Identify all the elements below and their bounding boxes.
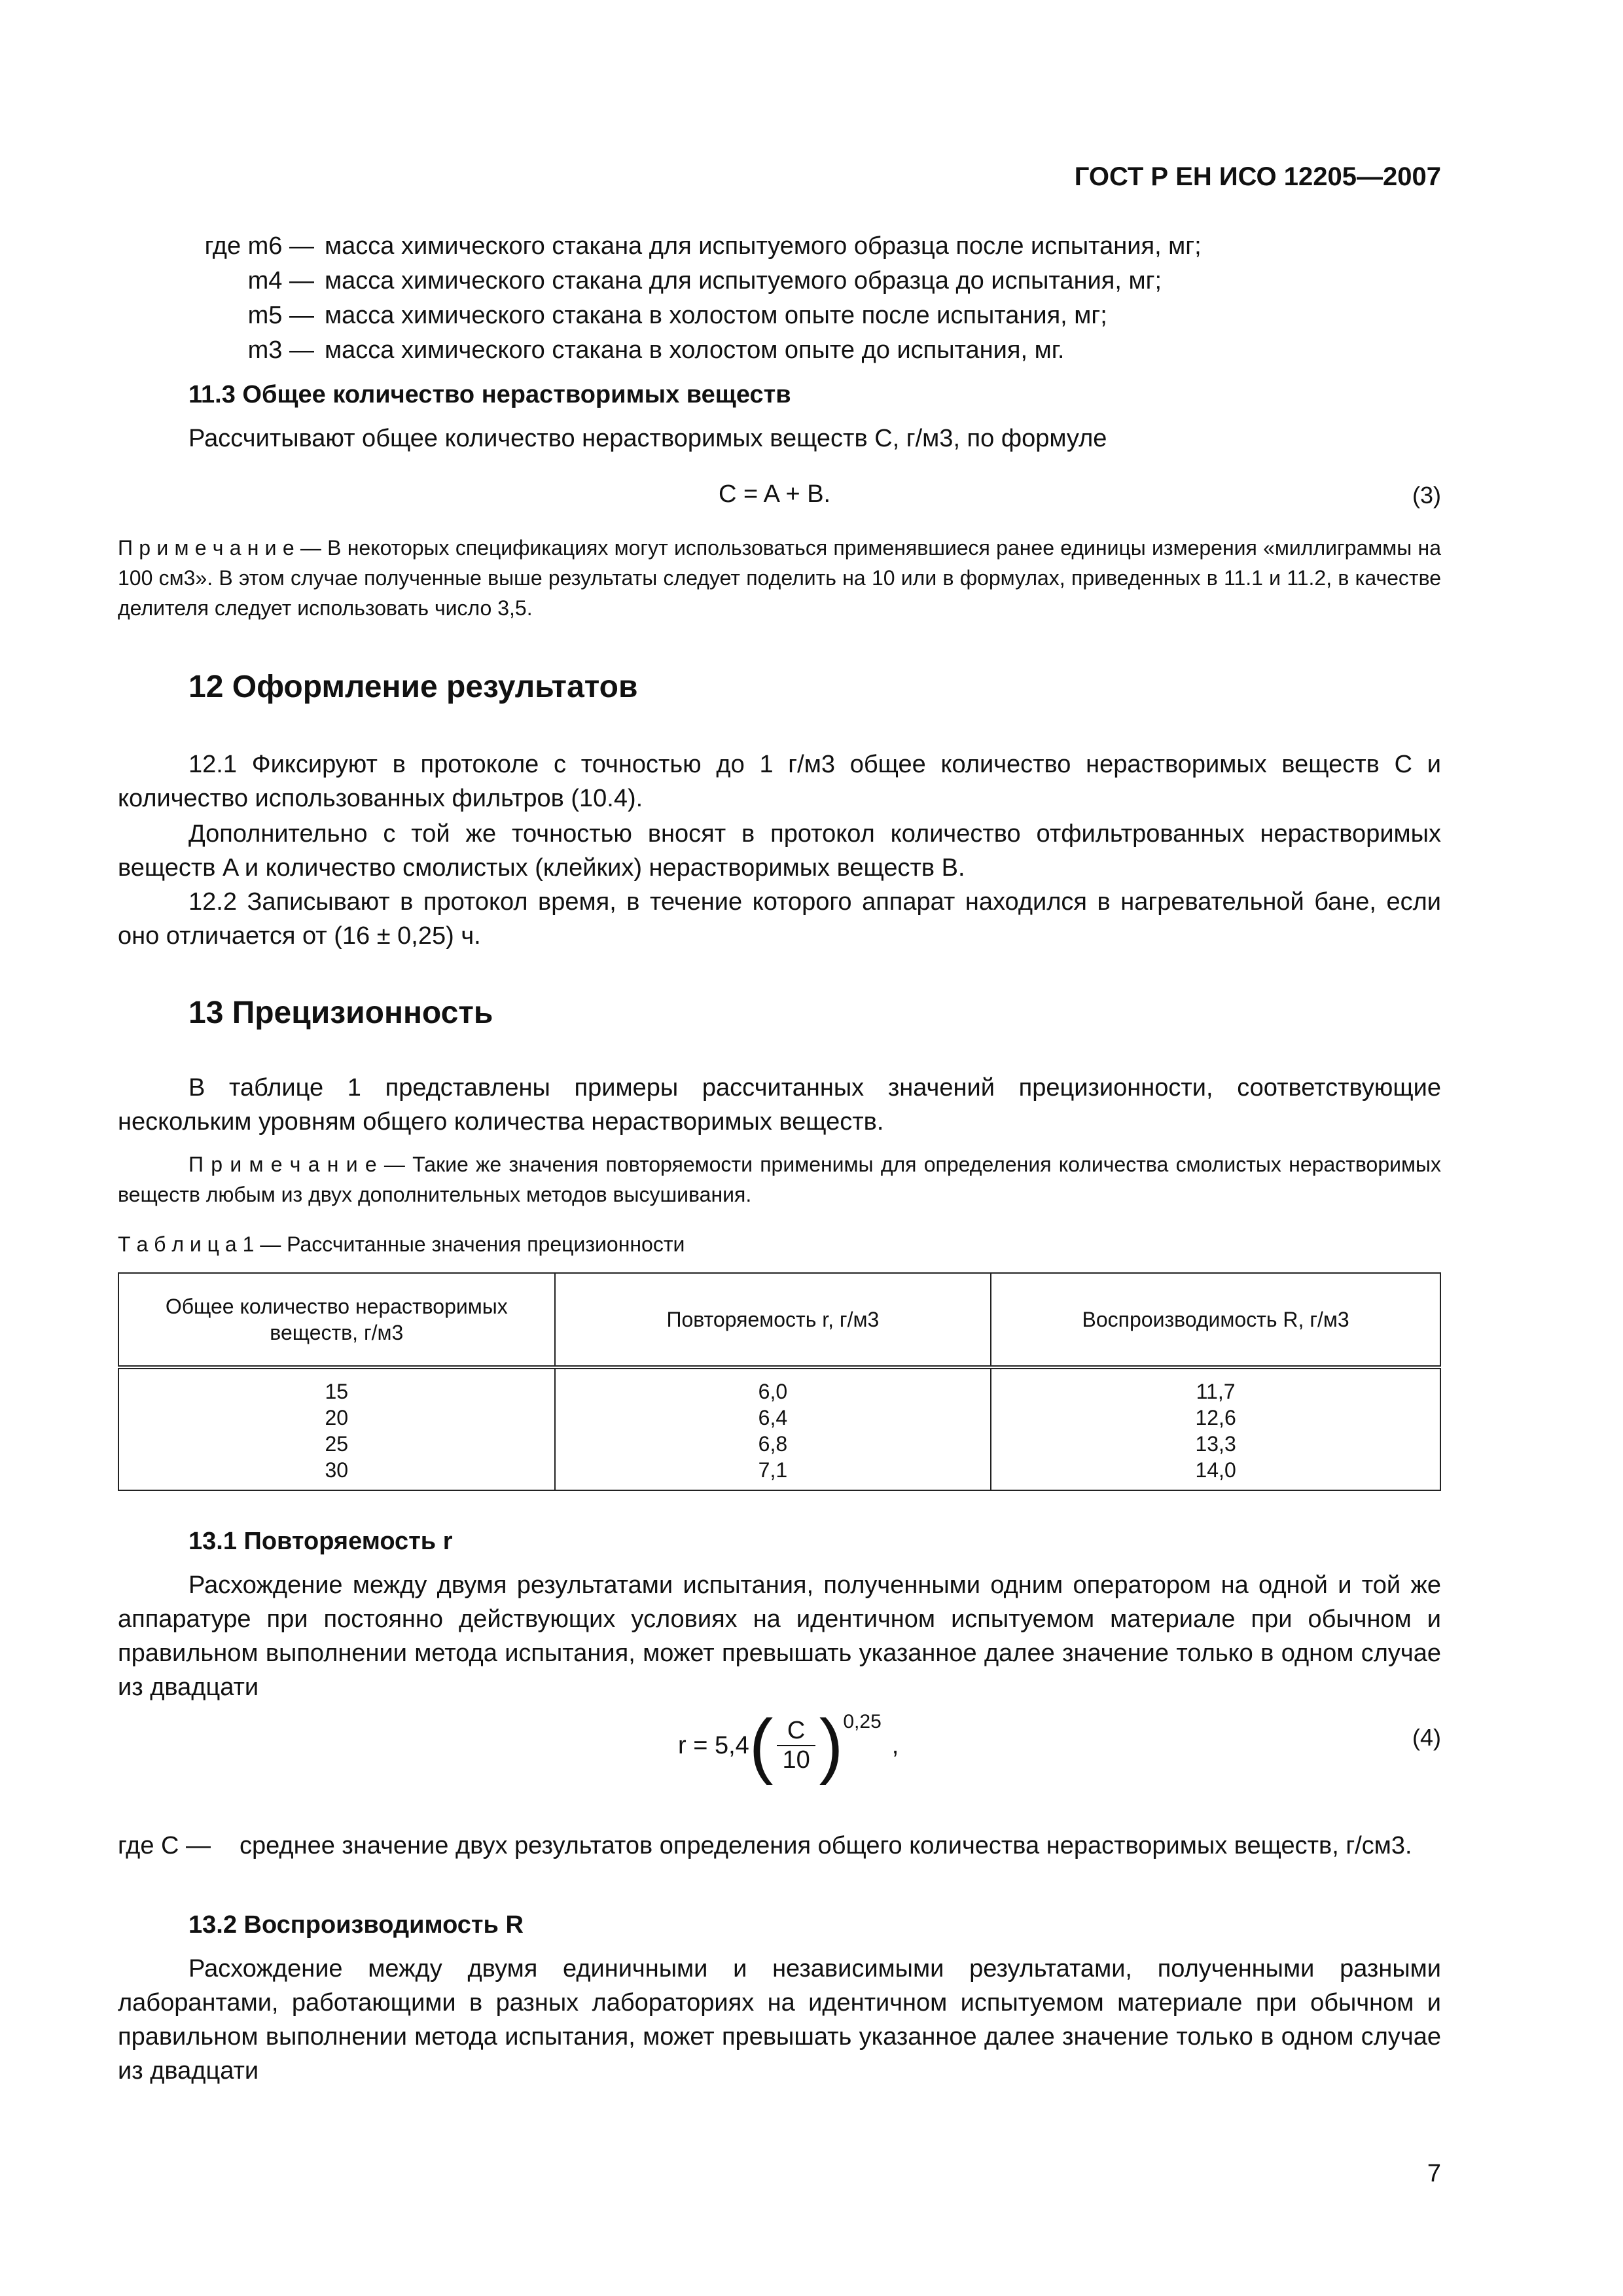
formula-4-lhs: r = 5,4 bbox=[678, 1731, 749, 1759]
table-row bbox=[118, 1367, 1440, 1490]
paragraph-13-2: Расхождение между двумя единичными и независимыми результатами, полученными разными лаборантами, работающими в разных лабораториях на идентичном испытуемом материале при обычном и правильном выполнении метода испытания, может превышать указанное далее значение только в одном случае из двадцати bbox=[118, 1955, 1441, 2085]
cell-value: 14,0 bbox=[1195, 1458, 1236, 1482]
section-heading-12: 12 Оформление результатов bbox=[188, 670, 638, 704]
cell-value: 6,4 bbox=[758, 1406, 788, 1429]
note-13: П р и м е ч а н и е — Такие же значения повторяемости применимы для определения количества смолистых нерастворимых веществ любым из двух дополнительных методов высушивания. bbox=[118, 1153, 1441, 1206]
paragraph-11-3-intro: Рассчитывают общее количество нерастворимых веществ C, г/м3, по формуле bbox=[188, 425, 1107, 452]
formula-number-3: (3) bbox=[1412, 482, 1441, 509]
table-header-cell: Общее количество нерастворимых веществ, г/м3 bbox=[118, 1273, 555, 1367]
where-c bbox=[118, 1829, 1441, 1863]
paragraph-13: В таблице 1 представлены примеры рассчитанных значений прецизионности, соответствующие нескольким уровням общего количества нерастворимых веществ. bbox=[118, 1074, 1441, 1136]
where-row bbox=[152, 298, 1202, 333]
section-heading-13: 13 Прецизионность bbox=[188, 996, 493, 1030]
paragraph-12-1: 12.1 Фиксируют в протоколе с точностью до 1 г/м3 общее количество нерастворимых веществ C и количество использованных фильтров (10.4). bbox=[118, 751, 1441, 812]
fraction-denominator: 10 bbox=[782, 1746, 810, 1774]
cell-value: 11,7 bbox=[1196, 1380, 1236, 1403]
where-row bbox=[152, 264, 1202, 298]
formula-4: r = 5,4 ( $\frac{C}{10}$ ) 0,25 , bbox=[678, 1705, 899, 1785]
formula-4-tail: , bbox=[891, 1731, 899, 1759]
cell-value: 15 bbox=[325, 1380, 349, 1403]
where-key: m5 — bbox=[247, 302, 314, 329]
where-key: где m6 — bbox=[204, 232, 314, 260]
note-11-3: П р и м е ч а н и е — В некоторых спецификациях могут использоваться применявшиеся ранее единицы измерения «миллиграммы на 100 см3». В этом случае полученные выше результаты следует поделить на 10 или в формулах, приведенных в 11.1 и 11.2, в качестве делителя следует использовать число 3,5. bbox=[118, 536, 1441, 620]
cell-value: 6,8 bbox=[758, 1432, 788, 1456]
where-text: среднее значение двух результатов определения общего количества нерастворимых веществ, г/см3. bbox=[240, 1832, 1412, 1859]
where-key: где C — bbox=[118, 1832, 211, 1859]
table-cell bbox=[555, 1367, 991, 1490]
table-caption: Т а б л и ц а 1 — Рассчитанные значения прецизионности bbox=[118, 1232, 685, 1256]
formula-4-exponent: 0,25 bbox=[843, 1711, 882, 1732]
where-text: масса химического стакана в холостом опыте после испытания, мг; bbox=[325, 302, 1107, 329]
where-row bbox=[152, 333, 1202, 368]
cell-value: 6,0 bbox=[758, 1380, 788, 1403]
paragraph-13-1: Расхождение между двумя результатами испытания, полученными одним оператором на одной и той же аппаратуре при постоянно действующих условиях на идентичном испытуемом материале при обычном и правильном выполнении метода испытания, может превышать указанное далее значение только в одном случае из двадцати bbox=[118, 1571, 1441, 1701]
table-header-row bbox=[118, 1273, 1440, 1367]
where-text: масса химического стакана для испытуемого образца до испытания, мг; bbox=[325, 267, 1162, 295]
formula-number-4: (4) bbox=[1412, 1724, 1441, 1751]
where-text: масса химического стакана для испытуемого образца после испытания, мг; bbox=[325, 232, 1202, 260]
formula-4-fraction bbox=[777, 1717, 815, 1774]
page-number: 7 bbox=[1427, 2160, 1441, 2187]
cell-value: 7,1 bbox=[758, 1458, 788, 1482]
where-text: масса химического стакана в холостом опыте до испытания, мг. bbox=[325, 336, 1065, 364]
paragraph-12-2: 12.2 Записывают в протокол время, в течение которого аппарат находился в нагревательной бане, если оно отличается от (16 ± 0,25) ч. bbox=[118, 888, 1441, 950]
cell-value: 25 bbox=[325, 1432, 349, 1456]
cell-value: 13,3 bbox=[1195, 1432, 1236, 1456]
subsection-heading-13-2: 13.2 Воспроизводимость R bbox=[188, 1911, 524, 1939]
where-row bbox=[152, 229, 1202, 264]
paragraph-12-1b: Дополнительно с той же точностью вносят в протокол количество отфильтрованных нерастворимых веществ A и количество смолистых (клейких) нерастворимых веществ B. bbox=[118, 820, 1441, 882]
cell-value: 12,6 bbox=[1195, 1406, 1236, 1429]
where-list bbox=[152, 229, 1202, 368]
subsection-heading-11-3: 11.3 Общее количество нерастворимых веществ bbox=[188, 381, 791, 408]
precision-table bbox=[118, 1272, 1441, 1491]
where-key: m4 — bbox=[247, 267, 314, 295]
fraction-numerator: C bbox=[777, 1717, 815, 1746]
formula-3: C = A + B. bbox=[719, 480, 831, 508]
cell-value: 20 bbox=[325, 1406, 349, 1429]
doc-header: ГОСТ Р ЕН ИСО 12205—2007 bbox=[1074, 162, 1441, 191]
cell-value: 30 bbox=[325, 1458, 349, 1482]
table-cell bbox=[991, 1367, 1440, 1490]
table-header-cell: Повторяемость r, г/м3 bbox=[555, 1273, 991, 1367]
subsection-heading-13-1: 13.1 Повторяемость r bbox=[188, 1528, 453, 1555]
where-key: m3 — bbox=[247, 336, 314, 364]
table-cell bbox=[118, 1367, 555, 1490]
table-header-cell: Воспроизводимость R, г/м3 bbox=[991, 1273, 1440, 1367]
